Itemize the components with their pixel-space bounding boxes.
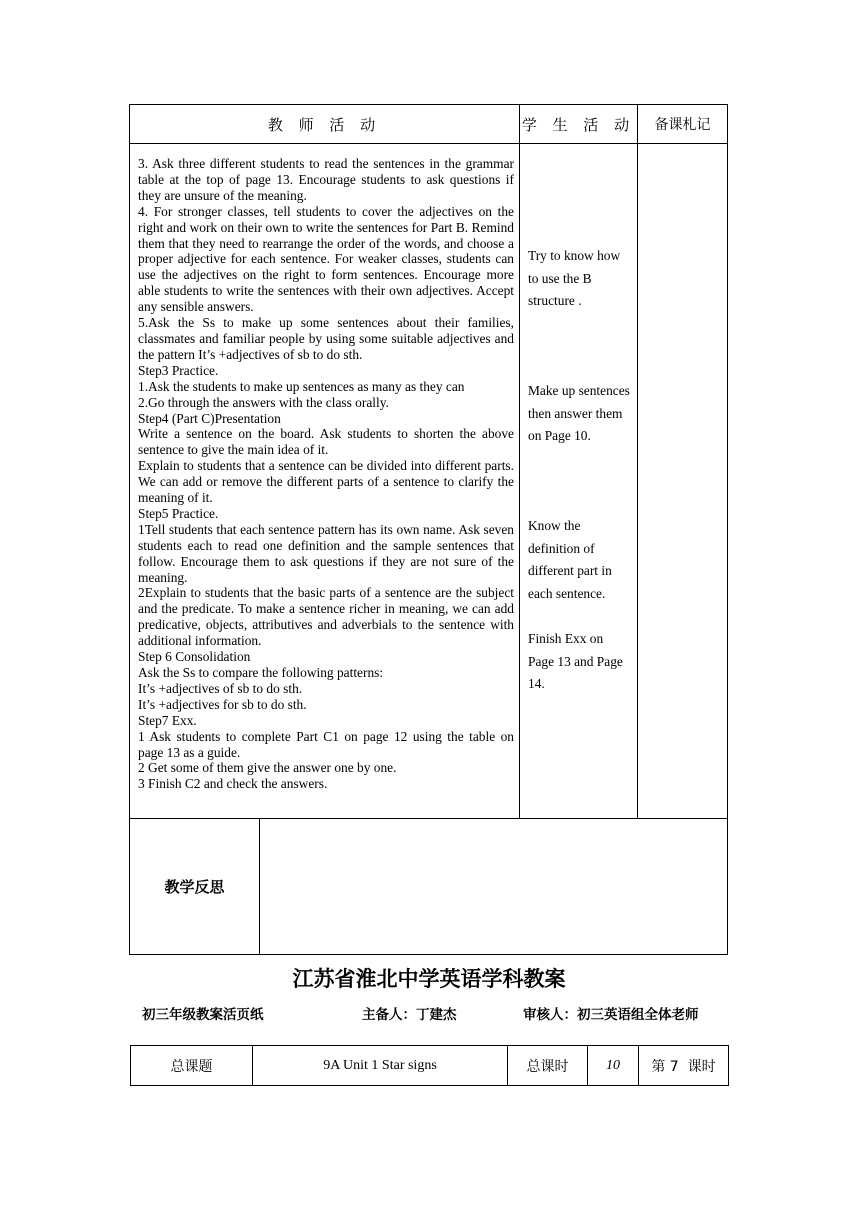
topic-label: 总课题: [170, 1058, 213, 1075]
preparer-label: 主备人：丁建杰: [362, 1007, 457, 1023]
header-student-activities: 学 生 活 动: [521, 117, 636, 134]
reviewer-label: 审核人：初三英语组全体老师: [523, 1007, 699, 1023]
student-activity-1: Try to know how to use the B structure .: [528, 248, 621, 309]
teacher-activity-para: 1.Ask the students to make up sentences as many as they can: [138, 378, 465, 394]
student-activity-3: Know the definition of different part in each sentence.: [528, 518, 612, 601]
teacher-activity-para: Step3 Practice.: [138, 362, 219, 378]
school-title: 江苏省淮北中学英语学科教案: [292, 967, 566, 991]
teacher-activity-para: Explain to students that a sentence can be divided into different parts. We can add or remove the different parts of a sentence to clarify the meaning of it.: [138, 458, 514, 506]
total-lessons-value: 10: [606, 1057, 620, 1073]
lesson-number: 第 7 课时: [651, 1058, 716, 1075]
total-lessons-label: 总课时: [526, 1058, 569, 1075]
teacher-activity-para: 1 Ask students to complete Part C1 on page 12 using the table on page 13 as a guide.: [138, 728, 514, 760]
teacher-activity-para: Ask the Ss to compare the following patterns:: [138, 665, 384, 680]
topic-value: 9A Unit 1 Star signs: [323, 1057, 437, 1073]
teacher-activity-para: 5.Ask the Ss to make up some sentences about their families, classmates and familiar people by using some suitable adjectives and the pattern It’s +adjectives of sb to do sth.: [138, 315, 514, 362]
teacher-activity-para: It’s +adjectives for sb to do sth.: [138, 696, 307, 712]
student-activity-4: Finish Exx on Page 13 and Page 14.: [528, 631, 623, 692]
reflection-label: 教学反思: [164, 878, 225, 896]
teacher-activity-para: 2 Get some of them give the answer one by one.: [138, 760, 397, 776]
header-teacher-activities: 教 师 活 动: [267, 117, 382, 134]
teacher-activity-para: 3 Finish C2 and check the answers.: [138, 776, 328, 792]
teacher-activity-para: 3. Ask three different students to read the sentences in the grammar table at the top of page 13. Encourage students to ask questions if they are unsure of the meaning.: [138, 156, 514, 203]
teacher-activity-para: Step 6 Consolidation: [138, 649, 251, 665]
student-activity-2: Make up sentences then answer them on Page 10.: [528, 383, 630, 444]
teacher-activity-para: 2Explain to students that the basic parts of a sentence are the subject and the predicate. To make a sentence richer in meaning, we can add predicative, objects, attributives and adverbials to the sentence with additional information.: [138, 585, 514, 649]
teacher-activity-para: Step4 (Part C)Presentation: [138, 410, 281, 426]
teacher-activity-para: 2.Go through the answers with the class orally.: [138, 394, 389, 410]
grade-label: 初三年级教案活页纸: [142, 1007, 264, 1023]
teacher-activity-para: Step7 Exx.: [138, 712, 197, 728]
teacher-activity-para: It’s +adjectives of sb to do sth.: [138, 680, 303, 696]
teacher-activity-para: Step5 Practice.: [138, 505, 219, 521]
header-lesson-notes: 备课札记: [654, 117, 711, 133]
teacher-activity-para: 1Tell students that each sentence pattern has its own name. Ask seven students each to read one definition and the sample sentences that follow. Encourage them to ask questions if they are not sure of the meaning.: [138, 521, 514, 585]
teacher-activity-para: 4. For stronger classes, tell students to cover the adjectives on the right and work on their own to write the sentences for Part B. Remind them that they need to rearrange the order of the words, and choose a proper adjective for each sentence. For weaker classes, students can use the adjectives on the right to form sentences. Encourage more able students to write the sentences with their own adjectives. Accept any sensible answers.: [138, 203, 514, 315]
teacher-activity-para: Write a sentence on the board. Ask students to shorten the above sentence to give the main idea of it.: [138, 426, 514, 458]
